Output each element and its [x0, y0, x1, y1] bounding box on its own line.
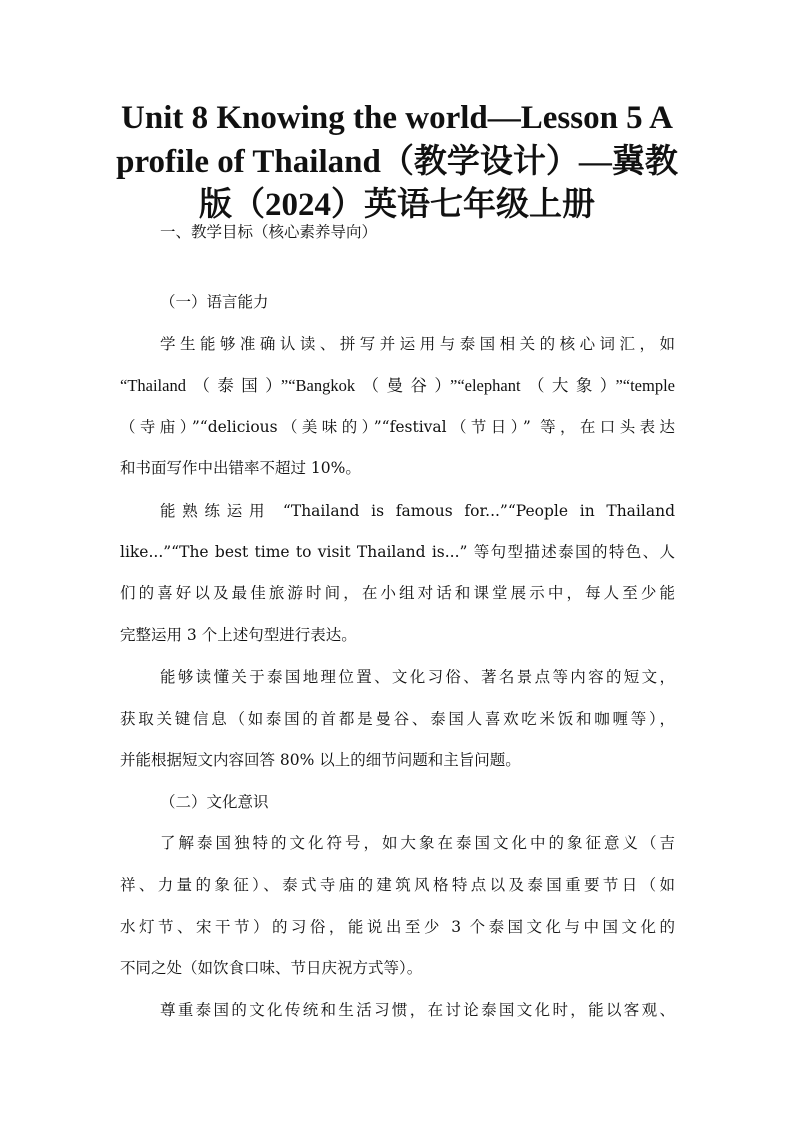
document-title-line-1: Unit 8 Knowing the world—Lesson 5 A — [121, 100, 673, 136]
paragraph-line: 祥、力量的象征）、泰式寺庙的建筑风格特点以及泰国重要节日（如 — [120, 876, 675, 894]
document-title-line-2: profile of Thailand（教学设计）—冀教 — [116, 144, 678, 180]
subsection-heading-culture: （二）文化意识 — [160, 793, 269, 811]
section-heading-objectives: 一、教学目标（核心素养导向） — [160, 223, 378, 241]
paragraph-line: 了解泰国独特的文化符号，如大象在泰国文化中的象征意义（吉 — [160, 834, 675, 852]
paragraph-line: “Thailand（泰国）”“Bangkok（曼谷）”“elephant（大象）”“temple — [120, 376, 675, 395]
paragraph-line: 完整运用 3 个上述句型进行表达。 — [120, 626, 357, 644]
paragraph-line: 不同之处（如饮食口味、节日庆祝方式等）。 — [120, 959, 423, 977]
subsection-heading-language: （一）语言能力 — [160, 293, 269, 311]
paragraph-line: （寺庙）”“delicious（美味的）”“festival（节日）” 等，在口头表达 — [120, 418, 675, 436]
paragraph-line: 们的喜好以及最佳旅游时间，在小组对话和课堂展示中，每人至少能 — [120, 584, 675, 602]
paragraph-line: 能够读懂关于泰国地理位置、文化习俗、著名景点等内容的短文， — [160, 668, 675, 686]
paragraph-line: 学生能够准确认读、拼写并运用与泰国相关的核心词汇，如 — [160, 335, 675, 353]
paragraph-line: 和书面写作中出错率不超过 10%。 — [120, 459, 361, 477]
paragraph-line: 水灯节、宋干节）的习俗，能说出至少 3 个泰国文化与中国文化的 — [120, 918, 675, 936]
paragraph-line: 并能根据短文内容回答 80% 以上的细节问题和主旨问题。 — [120, 751, 521, 769]
paragraph-line: 尊重泰国的文化传统和生活习惯，在讨论泰国文化时，能以客观、 — [160, 1001, 675, 1019]
paragraph-line: 获取关键信息（如泰国的首都是曼谷、泰国人喜欢吃米饭和咖喱等）， — [120, 710, 675, 728]
paragraph-line: 能熟练运用 “Thailand is famous for...”“People in Thailand — [160, 502, 675, 520]
paragraph-line: like...”“The best time to visit Thailand is...” 等句型描述泰国的特色、人 — [120, 543, 675, 561]
document-title-line-3: 版（2024）英语七年级上册 — [199, 187, 595, 223]
